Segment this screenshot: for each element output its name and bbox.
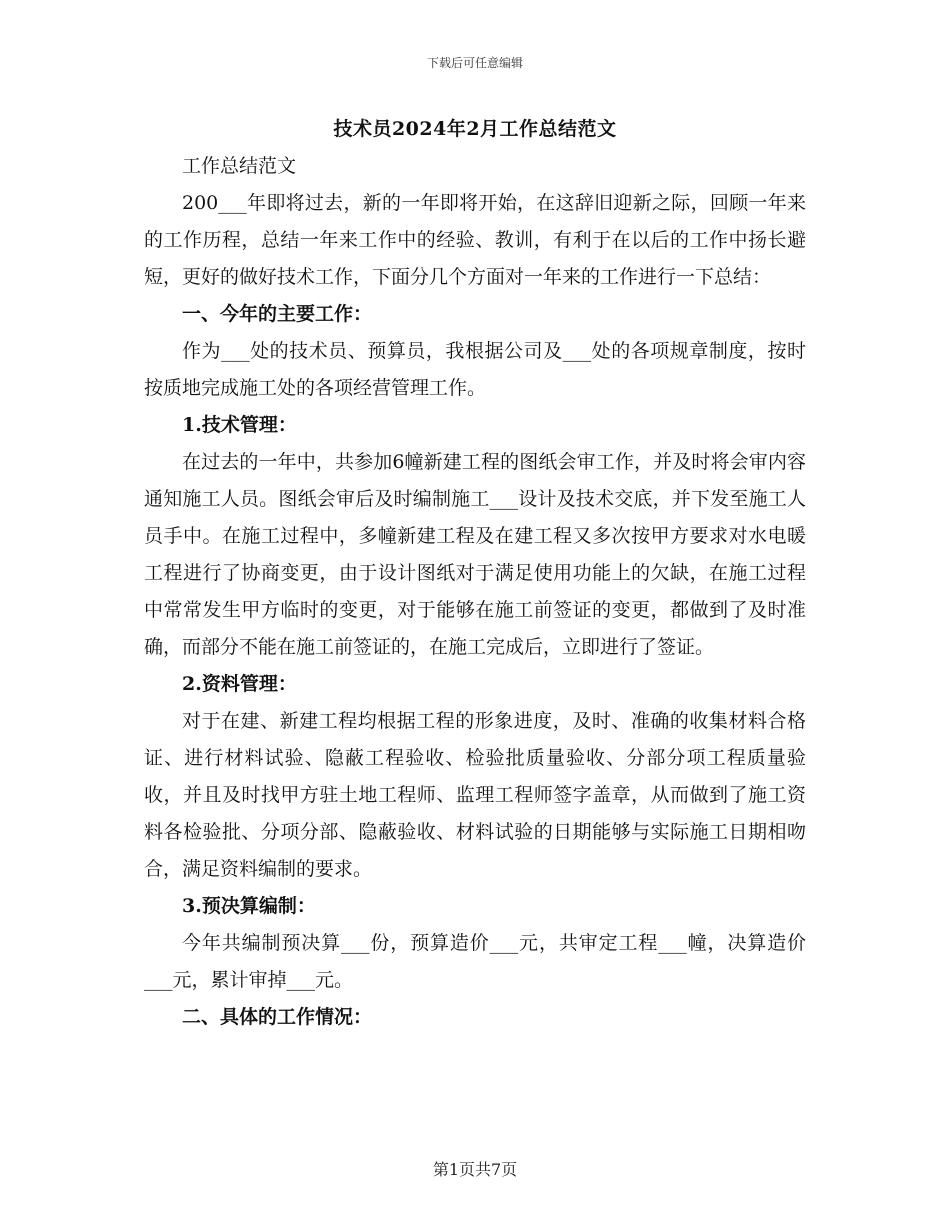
document-title: 技术员2024年2月工作总结范文 <box>333 118 617 140</box>
section-heading: 一、今年的主要工作： <box>182 303 373 325</box>
paragraph: 200___年即将过去，新的一年即将开始，在这辞旧迎新之际，回顾一年来的工作历程，总结一年来工作中的经验、教训，有利于在以后的工作中扬长避短，更好的做好技术工作，下面分几个方面对一年来的工作进行一下总结： <box>144 192 806 288</box>
section-heading: 3.预决算编制： <box>182 895 316 917</box>
paragraph: 工作总结范文 <box>182 155 297 177</box>
paragraph: 在过去的一年中，共参加6幢新建工程的图纸会审工作，并及时将会审内容通知施工人员。图纸会审后及时编制施工___设计及技术交底，并下发至施工人员手中。在施工过程中，多幢新建工程及在建工程又多次按甲方要求对水电暖工程进行了协商变更，由于设计图纸对于满足使用功能上的欠缺，在施工过程中常常发生甲方临时的变更，对于能够在施工前签证的变更，都做到了及时准确，而部分不能在施工前签证的，在施工完成后，立即进行了签证。 <box>144 451 806 658</box>
page-footer: 第1页共7页 <box>432 1160 518 1179</box>
section-heading: 2.资料管理： <box>182 673 297 695</box>
document-body <box>144 148 806 1036</box>
paragraph: 对于在建、新建工程均根据工程的形象进度，及时、准确的收集材料合格证、进行材料试验、隐蔽工程验收、检验批质量验收、分部分项工程质量验收，并且及时找甲方驻土地工程师、监理工程师签字盖章，从而做到了施工资料各检验批、分项分部、隐蔽验收、材料试验的日期能够与实际施工日期相吻合，满足资料编制的要求。 <box>144 710 806 880</box>
paragraph: 今年共编制预决算___份，预算造价___元，共审定工程___幢，决算造价___元，累计审掉___元。 <box>144 932 806 991</box>
paragraph: 作为___处的技术员、预算员，我根据公司及___处的各项规章制度，按时按质地完成施工处的各项经营管理工作。 <box>144 340 806 399</box>
header-note: 下载后可任意编辑 <box>426 56 523 70</box>
section-heading: 1.技术管理： <box>182 414 297 436</box>
section-heading: 二、具体的工作情况： <box>182 1006 373 1028</box>
